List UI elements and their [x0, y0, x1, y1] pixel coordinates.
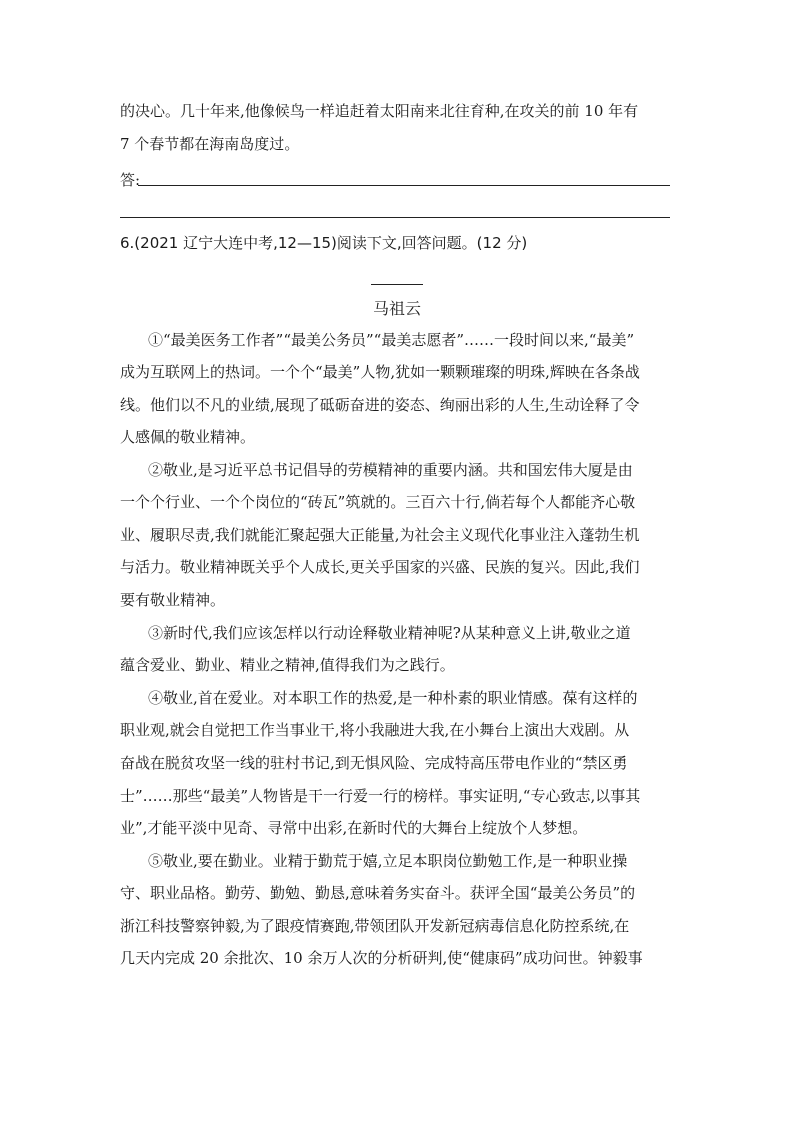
paragraph-2-line-4: 与活力。敬业精神既关乎个人成长,更关乎国家的兴盛、民族的复兴。因此,我们	[120, 558, 640, 576]
question-6-heading: 6.(2021 辽宁大连中考,12—15)阅读下文,回答问题。(12 分)	[120, 234, 528, 252]
paragraph-4-line-3: 奋战在脱贫攻坚一线的驻村书记,到无惧风险、完成特高压带电作业的“禁区勇	[120, 754, 628, 772]
answer-blank-line-1[interactable]	[138, 185, 670, 186]
answer-label: 答:	[120, 171, 141, 189]
prev-passage-line-2: 7 个春节都在海南岛度过。	[120, 135, 300, 153]
article-author: 马祖云	[372, 299, 421, 318]
paragraph-4-line-5: 业”,才能平淡中见奇、寻常中出彩,在新时代的大舞台上绽放个人梦想。	[120, 819, 588, 837]
paragraph-1-line-4: 人感佩的敬业精神。	[120, 428, 256, 446]
paragraph-5-line-1: ⑤敬业,要在勤业。业精于勤荒于嬉,立足本职岗位勤勉工作,是一种职业操	[148, 852, 628, 870]
paragraph-5-line-3: 浙江科技警察钟毅,为了跟疫情赛跑,带领团队开发新冠病毒信息化防控系统,在	[120, 917, 630, 935]
paragraph-4-line-1: ④敬业,首在爱业。对本职工作的热爱,是一种朴素的职业情感。葆有这样的	[148, 689, 638, 707]
paragraph-5-line-4: 几天内完成 20 余批次、10 余万人次的分析研判,使“健康码”成功问世。钟毅事	[120, 949, 643, 967]
title-blank[interactable]	[371, 284, 423, 285]
paragraph-2-line-3: 业、履职尽责,我们就能汇聚起强大正能量,为社会主义现代化事业注入蓬勃生机	[120, 526, 640, 544]
paragraph-3-line-2: 蕴含爱业、勤业、精业之精神,值得我们为之践行。	[120, 656, 455, 674]
paragraph-2-line-2: 一个个行业、一个个岗位的“砖瓦”筑就的。三百六十行,倘若每个人都能齐心敬	[120, 493, 636, 511]
paragraph-2-line-1: ②敬业,是习近平总书记倡导的劳模精神的重要内涵。共和国宏伟大厦是由	[148, 461, 633, 479]
paragraph-1-line-1: ①“最美医务工作者”“最美公务员”“最美志愿者”……一段时间以来,“最美”	[148, 331, 635, 349]
paragraph-5-line-2: 守、职业品格。勤劳、勤勉、勤恳,意味着务实奋斗。获评全国“最美公务员”的	[120, 884, 636, 902]
paragraph-4-line-4: 士”……那些“最美”人物皆是干一行爱一行的榜样。事实证明,“专心致志,以事其	[120, 787, 641, 805]
paragraph-4-line-2: 职业观,就会自觉把工作当事业干,将小我融进大我,在小舞台上演出大戏剧。从	[120, 721, 630, 739]
paragraph-1-line-3: 线。他们以不凡的业绩,展现了砥砺奋进的姿态、绚丽出彩的人生,生动诠释了令	[120, 396, 640, 414]
paragraph-3-line-1: ③新时代,我们应该怎样以行动诠释敬业精神呢?从某种意义上讲,敬业之道	[148, 624, 631, 642]
paragraph-1-line-2: 成为互联网上的热词。一个个“最美”人物,犹如一颗颗璀璨的明珠,辉映在各条战	[120, 363, 640, 381]
paragraph-2-line-5: 要有敬业精神。	[120, 591, 226, 609]
answer-area[interactable]	[120, 170, 670, 190]
prev-passage-line-1: 的决心。几十年来,他像候鸟一样追赶着太阳南来北往育种,在攻关的前 10 年有	[120, 102, 639, 120]
answer-blank-line-2[interactable]	[120, 217, 670, 218]
